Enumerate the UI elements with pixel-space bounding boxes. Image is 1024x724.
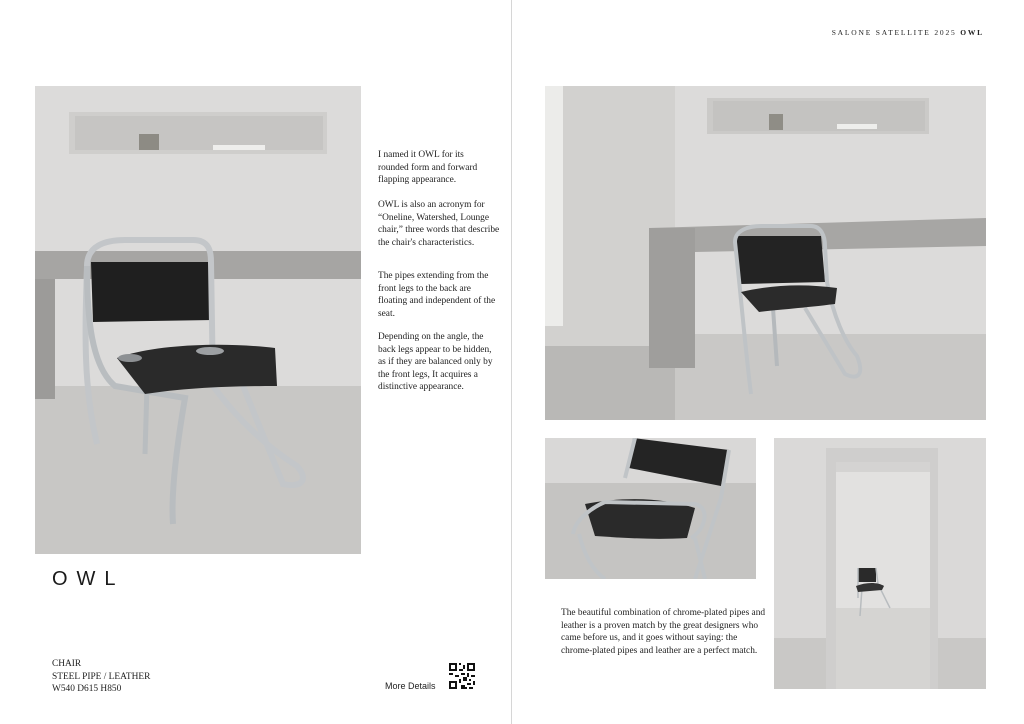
right-page: [512, 0, 1024, 724]
product-specs: [52, 658, 150, 696]
header: [832, 28, 984, 37]
header-brand: OWL: [960, 28, 984, 37]
spec-material: STEEL PIPE / LEATHER: [52, 671, 151, 682]
intro-paragraph-3: The pipes extending from the front legs to the back are floating and independent of the seat.: [378, 271, 496, 319]
intro-paragraph-2: OWL is also an acronym for “Oneline, Watershed, Lounge chair,” three words that describe the chair's characteristics.: [378, 200, 500, 248]
spec-dimensions: W540 D615 H850: [52, 684, 122, 694]
chair-room-photo: [545, 86, 986, 420]
header-text: SALONE SATELLITE 2025: [831, 28, 957, 37]
more-details-link[interactable]: More Details: [385, 681, 436, 691]
chair-detail-photo: [545, 438, 756, 579]
chair-doorway-photo: [774, 438, 986, 689]
spec-type: CHAIR: [52, 659, 82, 669]
combination-paragraph: The beautiful combination of chrome-plated pipes and leather is a proven match by the great designers who came before us, and it goes without saying: the chrome-plated pipes and leather are a perfect match.: [561, 608, 766, 656]
owl-logo: OWL: [52, 568, 125, 590]
qr-code[interactable]: [449, 663, 475, 689]
intro-paragraph-4: Depending on the angle, the back legs appear to be hidden, as if they are balanced only by the front legs, It acquires a distinctive appearance.: [378, 332, 493, 393]
chair-front-photo: [35, 86, 361, 554]
intro-paragraph-1: I named it OWL for its rounded form and forward flapping appearance.: [378, 150, 478, 186]
